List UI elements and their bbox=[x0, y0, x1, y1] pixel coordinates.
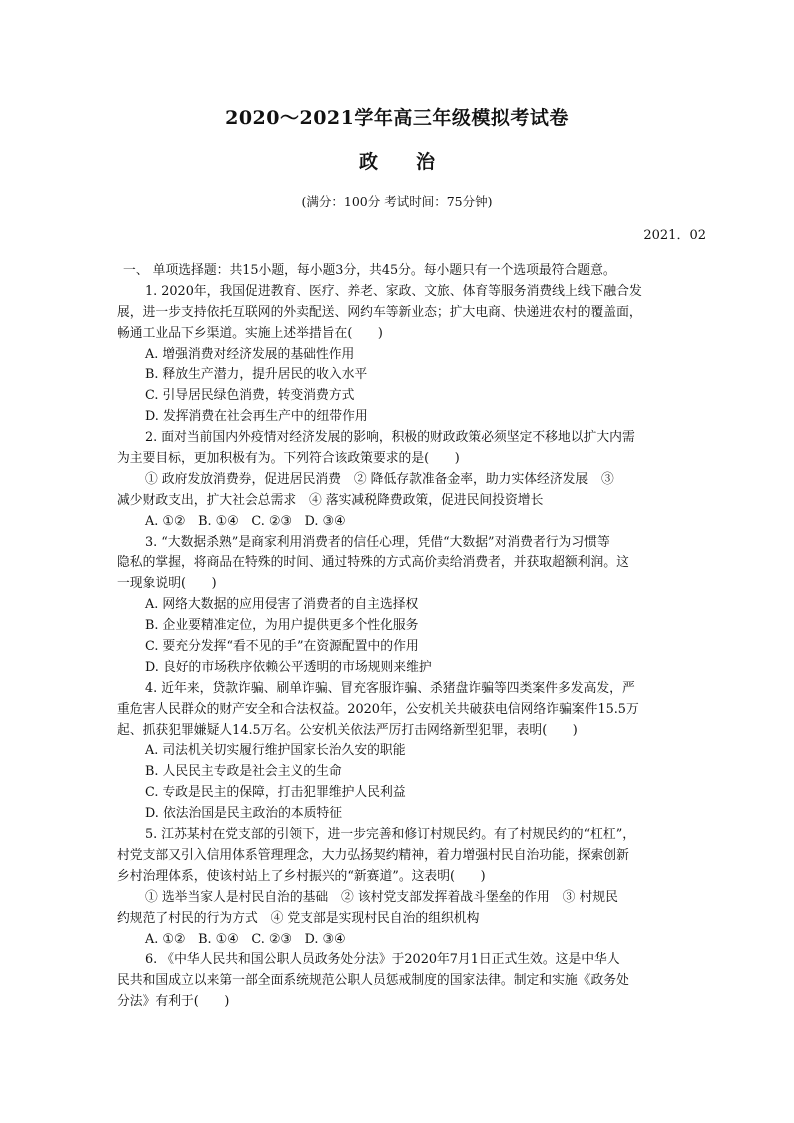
question-stem-line: 展，进一步支持依托互联网的外卖配送、网约车等新业态；扩大电商、快递进农村的覆盖面， bbox=[117, 304, 642, 320]
question-stem-line: 为主要目标，更加积极有为。下列符合该政策要求的是( ) bbox=[117, 451, 460, 467]
question-stem-line: 起、抓获犯罪嫌疑人14.5万名。公安机关依法严厉打击网络新型犯罪，表明( ) bbox=[117, 722, 578, 738]
question-stem-line: 2. 面对当前国内外疫情对经济发展的影响，积极的财政政策必须坚定不移地以扩大内需 bbox=[145, 430, 635, 446]
option-d: D. 发挥消费在社会再生产中的纽带作用 bbox=[145, 409, 368, 425]
question-stem-line: 6. 《中华人民共和国公职人员政务处分法》于2020年7月1日正式生效。这是中华人 bbox=[145, 952, 620, 968]
sub-item-line: ① 选举当家人是村民自治的基础 ② 该村党支部发挥着战斗堡垒的作用 ③ 村规民 bbox=[145, 889, 618, 905]
option-d: D. 良好的市场秩序依赖公平透明的市场规则来维护 bbox=[145, 659, 432, 675]
question-stem-line: 村党支部又引入信用体系管理理念，大力弘扬契约精神，着力增强村民自治功能，探索创新 bbox=[117, 847, 629, 863]
question-body bbox=[117, 261, 683, 1013]
question-stem-line: 民共和国成立以来第一部全面系统规范公职人员惩戒制度的国家法律。制定和实施《政务处 bbox=[117, 973, 629, 989]
question-6 bbox=[117, 950, 683, 1013]
subject-title bbox=[0, 147, 794, 174]
option-d: D. 依法治国是民主政治的本质特征 bbox=[145, 806, 343, 822]
question-4 bbox=[117, 679, 683, 825]
question-3 bbox=[117, 533, 683, 679]
question-stem-line: 1. 2020年，我国促进教育、医疗、养老、家政、文旅、体育等服务消费线上线下融合发 bbox=[145, 283, 642, 299]
option-c: C. 引导居民绿色消费，转变消费方式 bbox=[145, 388, 355, 404]
option-c: C. 要充分发挥“看不见的手”在资源配置中的作用 bbox=[145, 639, 419, 655]
combination-choices: A. ①② B. ①④ C. ②③ D. ③④ bbox=[145, 931, 346, 947]
section-heading: 一、 单项选择题：共15小题，每小题3分，共45分。每小题只有一个选项最符合题意。 bbox=[123, 263, 616, 278]
question-stem-line: 重危害人民群众的财产安全和合法权益。2020年，公安机关共破获电信网络诈骗案件15.5万 bbox=[117, 701, 639, 717]
sub-item-line: 减少财政支出，扩大社会总需求 ④ 落实减税降费政策，促进民间投资增长 bbox=[117, 492, 544, 508]
sub-item-line: ① 政府发放消费券，促进居民消费 ② 降低存款准备金率，助力实体经济发展 ③ bbox=[145, 471, 614, 487]
question-stem-line: 畅通工业品下乡渠道。实施上述举措旨在( ) bbox=[117, 325, 383, 341]
subject-char-2: 治 bbox=[416, 151, 436, 173]
exam-title: 2020～2021学年高三年级模拟考试卷 bbox=[225, 107, 569, 129]
option-a: A. 网络大数据的应用侵害了消费者的自主选择权 bbox=[145, 597, 419, 613]
question-stem-line: 5. 江苏某村在党支部的引领下，进一步完善和修订村规民约。有了村规民约的“杠杠”， bbox=[145, 827, 636, 843]
question-stem-line: 乡村治理体系，使该村站上了乡村振兴的“新赛道”。这表明( ) bbox=[117, 868, 486, 884]
sub-item-line: 约规范了村民的行为方式 ④ 党支部是实现村民自治的组织机构 bbox=[117, 910, 480, 926]
exam-date: 2021．02 bbox=[643, 228, 706, 243]
question-stem-line: 3. “大数据杀熟”是商家利用消费者的信任心理，凭借“大数据”对消费者行为习惯等 bbox=[145, 534, 610, 550]
combination-choices: A. ①② B. ①④ C. ②③ D. ③④ bbox=[145, 513, 346, 529]
question-1 bbox=[117, 282, 683, 428]
option-b: B. 人民民主专政是社会主义的生命 bbox=[145, 764, 342, 780]
question-2 bbox=[117, 428, 683, 532]
option-a: A. 司法机关切实履行维护国家长治久安的职能 bbox=[145, 743, 406, 759]
score-and-time: (满分：100分 考试时间：75分钟) bbox=[301, 194, 493, 209]
option-a: A. 增强消费对经济发展的基础性作用 bbox=[145, 346, 355, 362]
question-stem-line: 一现象说明( ) bbox=[117, 576, 217, 592]
question-stem-line: 分法》有利于( ) bbox=[117, 994, 230, 1010]
question-5 bbox=[117, 825, 683, 950]
question-stem-line: 4. 近年来，贷款诈骗、刷单诈骗、冒充客服诈骗、杀猪盘诈骗等四类案件多发高发，严 bbox=[145, 680, 635, 696]
question-stem-line: 隐私的掌握，将商品在特殊的时间、通过特殊的方式高价卖给消费者，并获取超额利润。这 bbox=[117, 555, 629, 571]
subject-char-1: 政 bbox=[358, 151, 378, 173]
option-c: C. 专政是民主的保障，打击犯罪维护人民利益 bbox=[145, 785, 406, 801]
option-b: B. 释放生产潜力，提升居民的收入水平 bbox=[145, 367, 368, 383]
option-b: B. 企业要精准定位，为用户提供更多个性化服务 bbox=[145, 618, 419, 634]
